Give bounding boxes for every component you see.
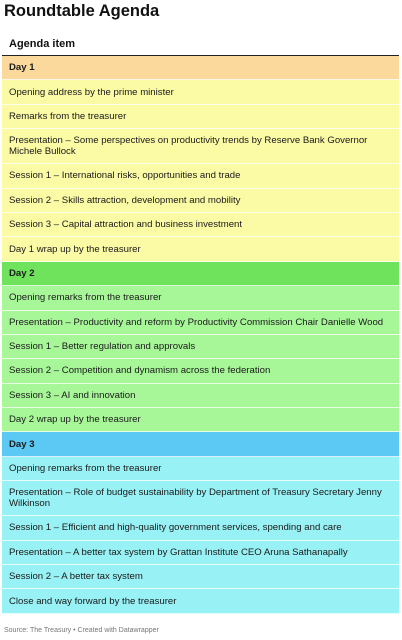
page-title: Roundtable Agenda: [4, 2, 160, 20]
agenda-item-text: Session 1 – Better regulation and approvals: [9, 341, 196, 353]
table-row: [2, 105, 399, 129]
agenda-item-text: Opening remarks from the treasurer: [9, 463, 162, 475]
table-row: [2, 481, 399, 516]
table-row: [2, 213, 399, 237]
table-row: [2, 457, 399, 481]
agenda-item-text: Presentation – Productivity and reform by Productivity Commission Chair Danielle Wood: [9, 316, 384, 328]
agenda-item-text: Session 3 – Capital attraction and business investment: [9, 219, 243, 231]
table-row: [2, 80, 399, 104]
agenda-item-text: Presentation – A better tax system by Grattan Institute CEO Aruna Sathanapally: [9, 546, 348, 558]
agenda-item-text: Session 1 – Efficient and high-quality government services, spending and care: [9, 522, 342, 534]
day-1-label: Day 1: [9, 62, 35, 74]
table-row: [2, 335, 399, 359]
agenda-item-text: Day 1 wrap up by the treasurer: [9, 243, 141, 255]
agenda-item-text: Session 2 – Skills attraction, development and mobility: [9, 194, 241, 206]
day-2-label: Day 2: [9, 267, 35, 279]
agenda-item-text: Presentation – Role of budget sustainability by Department of Treasury Secretary Jenny Wilkinson: [9, 487, 382, 510]
day-3-header-row: [2, 432, 399, 456]
table-row: [2, 189, 399, 213]
day-1-header-row: [2, 56, 399, 80]
table-row: [2, 589, 399, 613]
table-row: [2, 164, 399, 188]
agenda-item-text: Day 2 wrap up by the treasurer: [9, 414, 141, 426]
table-row: [2, 237, 399, 261]
agenda-item-text: Session 1 – International risks, opportunities and trade: [9, 170, 241, 182]
table-row: [2, 541, 399, 565]
table-row: [2, 384, 399, 408]
agenda-item-text: Close and way forward by the treasurer: [9, 595, 177, 607]
table-row: [2, 359, 399, 383]
agenda-item-text: Presentation – Some perspectives on productivity trends by Reserve Bank Governor Michele Bullock: [9, 135, 368, 158]
column-header-agenda-item: Agenda item: [2, 32, 399, 56]
agenda-item-text: Session 3 – AI and innovation: [9, 389, 136, 401]
day-2-header-row: [2, 262, 399, 286]
agenda-item-text: Opening remarks from the treasurer: [9, 292, 162, 304]
table-row: [2, 516, 399, 540]
table-row: [2, 408, 399, 432]
day-3-label: Day 3: [9, 438, 35, 450]
agenda-item-text: Remarks from the treasurer: [9, 110, 127, 122]
table-row: [2, 286, 399, 310]
table-row: [2, 311, 399, 335]
agenda-item-text: Opening address by the prime minister: [9, 86, 174, 98]
source-footer: Source: The Treasury • Created with Datawrapper: [4, 627, 159, 634]
agenda-table: [2, 32, 399, 614]
table-row: [2, 129, 399, 164]
table-row: [2, 565, 399, 589]
agenda-item-text: Session 2 – A better tax system: [9, 571, 143, 583]
agenda-item-text: Session 2 – Competition and dynamism across the federation: [9, 365, 271, 377]
